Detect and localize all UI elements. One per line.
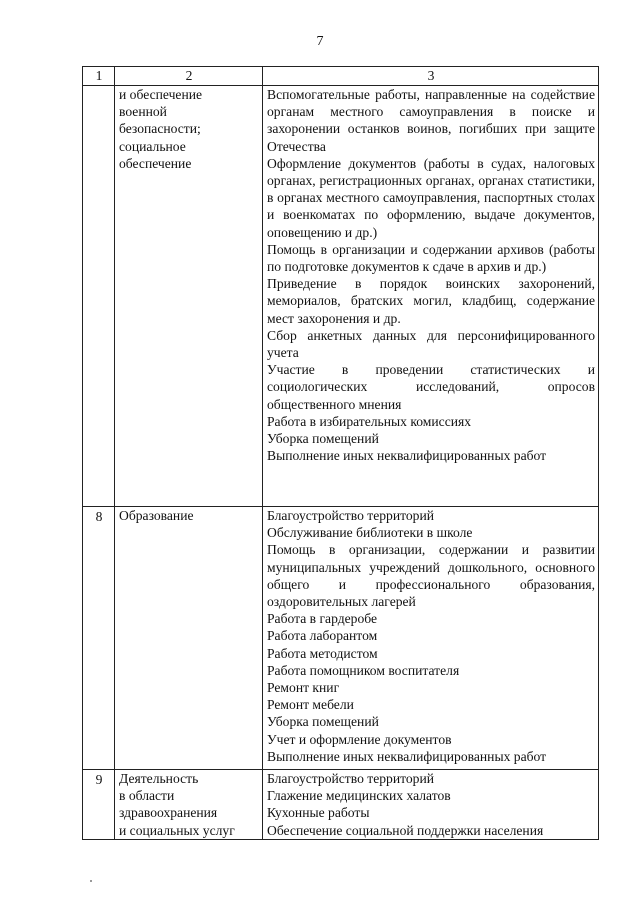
activity-area-line: безопасности;	[119, 121, 201, 137]
activity-area-line: социальное	[119, 138, 186, 154]
table-row	[83, 507, 599, 770]
work-type-item: Ремонт мебели	[267, 697, 354, 713]
table-row	[83, 86, 599, 507]
activity-area-line: обеспечение	[119, 155, 192, 171]
work-type-item: Вспомогательные работы, направленные на содействие органам местного самоуправления в поиске и захоронении останков воинов, погибших при защите Отечества	[267, 87, 595, 154]
work-type-item: Выполнение иных неквалифицированных работ	[267, 448, 547, 464]
work-type-item: Благоустройство территорий	[267, 771, 435, 786]
row-number: 9	[83, 770, 115, 840]
works-table	[82, 66, 599, 840]
activity-area-line: здравоохранения	[119, 805, 218, 821]
work-type-item: Уборка помещений	[267, 431, 379, 447]
activity-area-line: военной	[119, 104, 167, 120]
table-header-row	[83, 67, 599, 86]
work-type-item: Кухонные работы	[267, 805, 370, 821]
work-type-item: Сбор анкетных данных для персонифицированного учета	[267, 327, 595, 361]
activity-area-line: и социальных услуг	[119, 822, 235, 838]
work-types-cell	[263, 86, 599, 507]
activity-area-cell	[115, 507, 263, 770]
work-type-item: Работа помощником воспитателя	[267, 662, 460, 678]
work-type-item: Работа в гардеробе	[267, 611, 378, 627]
activity-area-line: и обеспечение	[119, 87, 203, 102]
table-row	[83, 770, 599, 840]
work-types-cell	[263, 507, 599, 770]
work-type-item: Участие в проведении статистических и социологических исследований, опросов общественного мнения	[267, 362, 595, 412]
work-types-cell	[263, 770, 599, 840]
header-cell-3: 3	[263, 67, 599, 86]
work-type-item: Работа в избирательных комиссиях	[267, 413, 472, 429]
scan-speck	[90, 880, 92, 882]
work-type-item: Учет и оформление документов	[267, 731, 452, 747]
work-type-item: Обслуживание библиотеки в школе	[267, 525, 473, 541]
work-type-item: Обеспечение социальной поддержки населения	[267, 822, 544, 838]
row-number: 8	[83, 507, 115, 770]
work-type-item: Оформление документов (работы в судах, налоговых органах, регистрационных органах, органах статистики, в органах местного самоуправления, паспортных столах и военкоматах по оформлению, выдаче документов, оповещению и др.)	[267, 155, 595, 240]
activity-area-cell	[115, 86, 263, 507]
work-type-item: Помощь в организации, содержании и развитии муниципальных учреждений дошкольного, основного общего и профессионального образования, оздоровительных лагерей	[267, 542, 595, 610]
work-type-item: Выполнение иных неквалифицированных работ	[267, 748, 547, 764]
work-type-item: Работа лаборантом	[267, 628, 378, 644]
activity-area-line: Деятельность	[119, 771, 199, 786]
header-cell-1: 1	[83, 67, 115, 86]
header-cell-2: 2	[115, 67, 263, 86]
activity-area-line: в области	[119, 788, 175, 804]
work-type-item: Уборка помещений	[267, 714, 379, 730]
work-type-item: Глажение медицинских халатов	[267, 788, 451, 804]
work-type-item: Работа методистом	[267, 645, 378, 661]
activity-area-cell	[115, 770, 263, 840]
work-type-item: Приведение в порядок воинских захоронений, мемориалов, братских могил, кладбищ, содержание мест захоронения и др.	[267, 276, 595, 326]
work-type-item: Благоустройство территорий	[267, 508, 435, 523]
page-number: 7	[316, 34, 324, 49]
work-type-item: Ремонт книг	[267, 680, 340, 696]
work-type-item: Помощь в организации и содержании архивов (работы по подготовке документов к сдаче в архив и др.)	[267, 241, 595, 275]
row-number	[83, 86, 115, 507]
activity-area-line: Образование	[119, 508, 194, 523]
